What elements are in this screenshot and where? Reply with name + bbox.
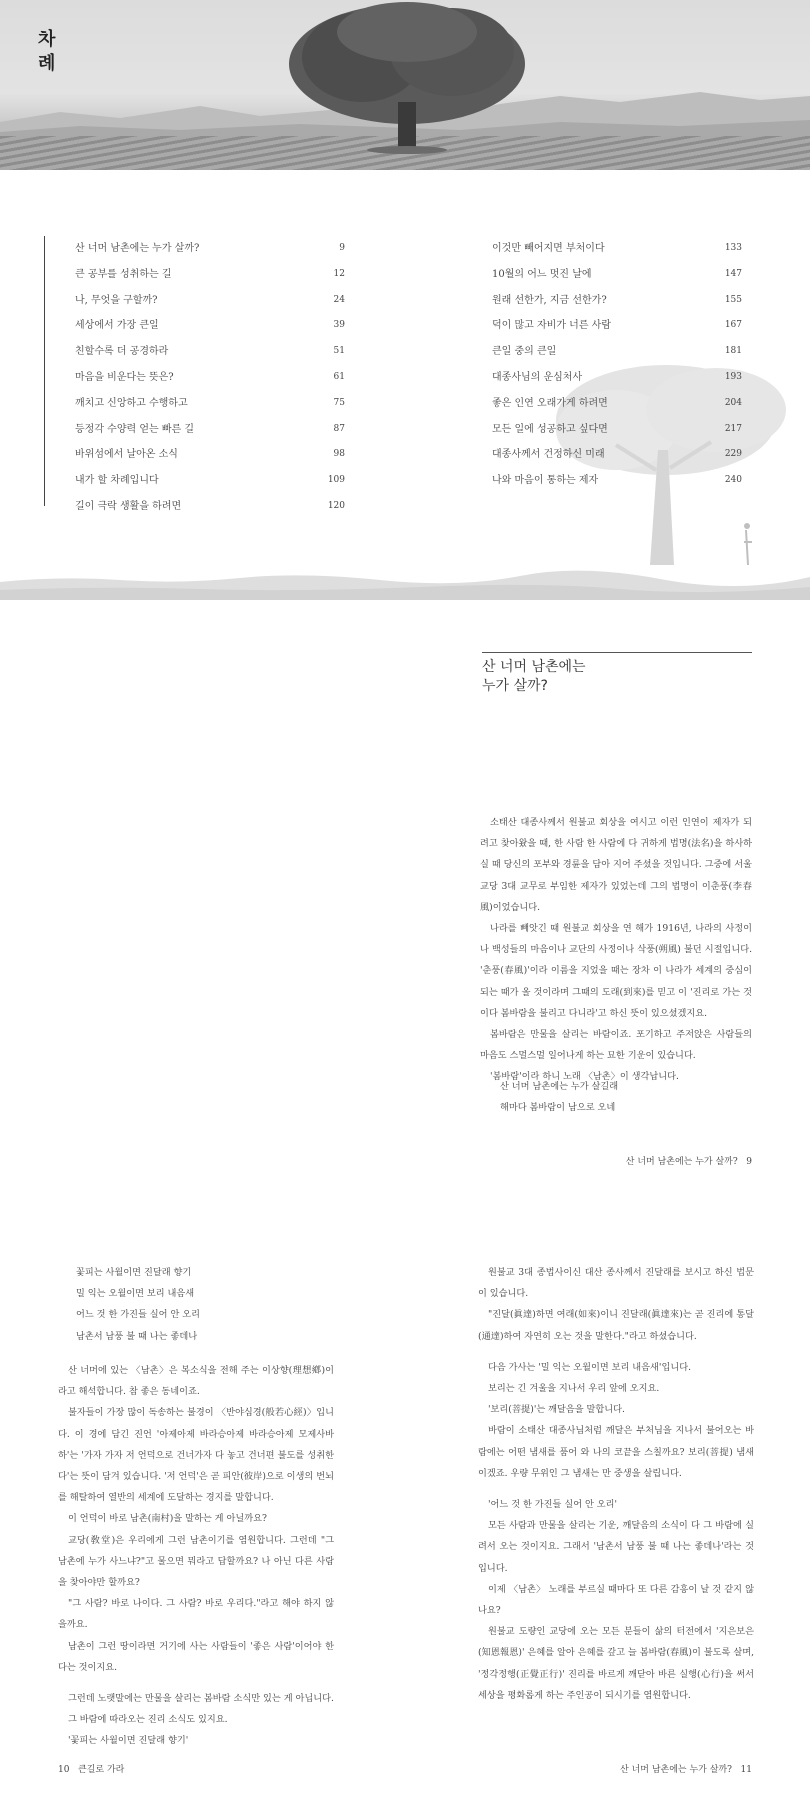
toc-item-title: 이것만 빼어지면 부처이다	[492, 243, 605, 254]
page-11-body	[478, 1262, 754, 1706]
chapter-body	[480, 812, 752, 1088]
grass-ground-strip	[0, 560, 810, 600]
toc-item[interactable]	[492, 391, 742, 417]
toc-item-title: 친할수록 더 공경하라	[75, 346, 169, 358]
song-verse	[76, 1262, 356, 1347]
toc-item-title: 깨치고 신앙하고 수행하고	[75, 397, 188, 409]
toc-item-page: 204	[724, 397, 742, 408]
toc-item[interactable]	[492, 417, 742, 443]
toc-item-title: 세상에서 가장 큰일	[75, 320, 159, 332]
verse-line: 남촌서 남풍 불 때 나는 좋데나	[76, 1330, 198, 1342]
toc-item-page: 12	[333, 268, 345, 279]
toc-item[interactable]	[492, 288, 742, 314]
toc-item[interactable]	[492, 313, 742, 339]
toc-right-column	[492, 236, 742, 494]
paragraph: 원불교 3대 종법사이신 대산 종사께서 진달래를 보시고 하신 법문이 있습니다.	[478, 1267, 754, 1300]
toc-item-page: 147	[724, 268, 742, 279]
toc-item[interactable]	[492, 262, 742, 288]
toc-item-page: 167	[724, 320, 742, 331]
page-10-body	[58, 1360, 334, 1752]
toc-item-page: 229	[724, 449, 742, 460]
toc-item-title: 나, 무엇을 구할까?	[75, 294, 158, 306]
toc-item-page: 87	[333, 423, 345, 434]
paragraph: 봄바람은 만물을 살리는 바람이죠. 포기하고 주저앉은 사람들의 마음도 스멀스멀 일어나게 하는 묘한 기운이 있습니다.	[480, 1029, 752, 1062]
verse-line: 산 너머 남촌에는 누가 살길래	[500, 1081, 619, 1092]
paragraph: 교당(敎堂)은 우리에게 그런 남촌이기를 염원합니다. 그런데 "그 남촌에 누가 사느냐?"고 물으면 뭐라고 답할까요? 나 아닌 다른 사람을 찾아야만 할까요?	[58, 1534, 334, 1589]
toc-item-title: 나와 마음이 통하는 제자	[492, 475, 599, 487]
toc-item[interactable]	[45, 417, 345, 443]
footer-page-number: 9	[746, 1157, 752, 1167]
chapter-title-line: 누가 살까?	[482, 678, 548, 694]
paragraph: "그 사람? 바로 나이다. 그 사람? 바로 우리다."라고 해야 하지 않을까요.	[58, 1598, 334, 1631]
toc-item-page: 24	[333, 294, 345, 305]
toc-item-page: 51	[333, 346, 345, 357]
toc-item-page: 120	[327, 500, 345, 511]
toc-item-title: 내가 할 차례입니다	[75, 475, 159, 487]
toc-item[interactable]	[45, 262, 345, 288]
toc-item[interactable]	[45, 365, 345, 391]
footer-title: 큰길로 가라	[78, 1765, 125, 1775]
toc-item[interactable]	[45, 236, 345, 262]
toc-item-title: 산 너머 남촌에는 누가 살까?	[75, 243, 200, 254]
paragraph: 모든 사람과 만물을 살리는 기운, 깨달음의 소식이 다 그 바람에 실려서 오는 것이지요. 그래서 '남촌서 남풍 불 때 나는 좋데나'라는 것입니다.	[478, 1520, 754, 1574]
toc-item-title: 덕이 많고 자비가 너른 사람	[492, 320, 611, 332]
chapter-title-line: 산 너머 남촌에는	[482, 659, 586, 675]
paragraph: '보리(菩提)'는 깨달음을 말합니다.	[488, 1404, 625, 1416]
page-footer	[58, 1764, 258, 1776]
footer-page-number: 10	[58, 1765, 70, 1775]
toc-item-page: 98	[333, 449, 345, 460]
toc-item[interactable]	[492, 236, 742, 262]
toc-item[interactable]	[492, 365, 742, 391]
toc-item-title: 큰 공부를 성취하는 길	[75, 268, 172, 280]
paragraph: 소태산 대종사께서 원불교 회상을 여시고 이런 인연이 제자가 되려고 찾아왔을 때, 한 사람 한 사람에 다 귀하게 법명(法名)을 하사하실 때 당신의 포부와 경륜을 담아 지어 주셨을 것입니다. 그중에 서울교당 3대 교무로 부임한 제자가 있었는데 그의 법명이 이춘풍(李春風)이었습니다.	[480, 817, 752, 913]
toc-item-page: 133	[724, 243, 742, 253]
paragraph: '봄바람'이라 하니 노래 〈남촌〉이 생각납니다.	[490, 1071, 679, 1083]
toc-item-title: 바위섬에서 날아온 소식	[75, 449, 178, 461]
header-landscape-photo	[0, 0, 810, 170]
toc-item[interactable]	[45, 468, 345, 494]
big-tree-image	[282, 2, 532, 162]
toc-heading: 차례	[38, 29, 56, 74]
toc-item-title: 모든 일에 성공하고 싶다면	[492, 423, 608, 435]
paragraph: 남촌이 그런 땅이라면 거기에 사는 사람들이 '좋은 사람'이어야 한다는 것이지요.	[58, 1640, 334, 1673]
toc-item-page: 217	[724, 423, 742, 434]
page-footer	[560, 1156, 752, 1168]
paragraph: 원불교 도량인 교당에 오는 모든 분들이 삶의 터전에서 '지은보은(知恩報恩)' 은혜를 알아 은혜를 갚고 늘 봄바람(春風)이 불도록 살며, '정각정행(正覺正行)' 진리를 바르게 깨닫아 바른 실행(心行)을 써서 세상을 평화롭게 하는 주인공이 되시기를 염원합니다.	[478, 1626, 754, 1701]
paragraph: 바람이 소태산 대종사님처럼 깨달은 부처님을 지나서 불어오는 바람에는 어떤 냄새를 품어 와 나의 코끝을 스칠까요? 보리(菩提) 냄새이겠죠. 우량 무위인 그 냄새는 만 중생을 살립니다.	[478, 1425, 754, 1479]
toc-left-column	[44, 236, 345, 512]
chapter-title-rule	[482, 652, 752, 653]
paragraph: 이제 〈남촌〉 노래를 부르실 때마다 또 다른 감흥이 날 것 같지 않나요?	[478, 1583, 754, 1617]
paragraph: '꽃피는 사월이면 진달래 향기'	[68, 1735, 189, 1747]
paragraph: '어느 것 한 가진들 실어 안 오리'	[488, 1499, 618, 1511]
paragraph: 나라를 빼앗긴 때 원불교 회상을 연 해가 1916년, 나라의 사정이나 백성들의 마음이나 교단의 사정이나 삭풍(朔風) 불던 시절입니다. '춘풍(春風)'이라 이름을 지었을 때는 장차 이 나라가 세계의 중심이 되는 때가 올 것이라며 그때의 도래(到來)를 믿고 이 '진리로 가는 것이다 봄바람을 불리고 다니라'고 하신 뜻이 있으셨겠지요.	[480, 923, 752, 1019]
toc-item-page: 9	[339, 243, 345, 253]
paragraph: 불자들이 가장 많이 독송하는 불경이 〈반야심경(般若心經)〉입니다. 이 경에 담긴 진언 '아제아제 바라승아제 바라승아제 모제사바하'는 '가자 가자 저 언덕으로 건너가자 다 놓고 건너편 불도를 성취한다'는 뜻이 담겨 있습니다. '저 언덕'은 곧 피안(彼岸)으로 이생의 번뇌를 해탈하여 열반의 세계에 도달하는 경지를 말합니다.	[58, 1407, 334, 1504]
toc-item-title: 등정각 수양력 얻는 빠른 길	[75, 423, 194, 435]
toc-item-page: 39	[333, 320, 345, 331]
toc-item[interactable]	[492, 339, 742, 365]
toc-item[interactable]	[492, 468, 742, 494]
toc-item-title: 10월의 어느 멋진 날에	[492, 268, 592, 280]
toc-item-title: 대종사님의 운심처사	[492, 371, 583, 383]
paragraph: 그 바람에 따라오는 진리 소식도 있지요.	[68, 1714, 228, 1726]
toc-item-page: 61	[333, 371, 345, 382]
toc-item[interactable]	[45, 339, 345, 365]
chapter-title	[482, 658, 752, 696]
toc-item-page: 109	[327, 475, 345, 486]
toc-item-title: 마음을 비운다는 뜻은?	[75, 371, 174, 383]
song-verse	[500, 1076, 740, 1118]
toc-item-title: 큰일 중의 큰일	[492, 346, 557, 358]
paragraph: 이 언덕이 바로 남촌(南村)을 말하는 게 아닐까요?	[68, 1513, 267, 1525]
toc-item[interactable]	[45, 313, 345, 339]
paragraph: 보리는 긴 겨울을 지나서 우리 앞에 오지요.	[488, 1383, 660, 1395]
paragraph: 다음 가사는 '밀 익는 오월이면 보리 내음새'입니다.	[488, 1361, 691, 1373]
toc-item-page: 155	[724, 294, 742, 305]
toc-item[interactable]	[492, 442, 742, 468]
page-footer	[540, 1764, 752, 1776]
toc-item-title: 대종사께서 건정하신 미래	[492, 449, 605, 461]
verse-line: 밀 익는 오월이면 보리 내음새	[76, 1288, 195, 1300]
paragraph: 그런데 노랫말에는 만물을 살리는 봄바람 소식만 있는 게 아닙니다.	[68, 1693, 334, 1705]
verse-line: 해마다 봄바람이 남으로 오네	[500, 1102, 616, 1114]
toc-item-page: 75	[333, 397, 345, 408]
toc-item-page: 240	[724, 475, 742, 486]
verse-line: 꽃피는 사월이면 진달래 향기	[76, 1267, 192, 1278]
toc-item-title: 길이 극락 생활을 하려면	[75, 500, 182, 512]
toc-item-title: 좋은 인연 오래가게 하려면	[492, 397, 608, 409]
toc-item[interactable]	[45, 442, 345, 468]
paragraph: 산 너머에 있는 〈남촌〉은 복소식을 전해 주는 이상향(理想鄕)이라고 해석합니다. 참 좋은 동네이죠.	[58, 1365, 334, 1398]
toc-item[interactable]	[45, 391, 345, 417]
footer-page-number: 11	[740, 1765, 752, 1775]
toc-item-page: 193	[724, 371, 742, 382]
toc-item-page: 181	[724, 346, 742, 357]
verse-line: 어느 것 한 가진들 실어 안 오리	[76, 1309, 201, 1321]
footer-title: 산 너머 남촌에는 누가 살까?	[625, 1157, 738, 1167]
paragraph: "진달(眞達)하면 여래(如來)이니 진달래(眞達來)는 곧 진리에 통달(通達)하여 자연히 오는 것을 말한다."라고 하셨습니다.	[478, 1309, 754, 1342]
toc-item-title: 원래 선한가, 지금 선한가?	[492, 294, 607, 306]
footer-title: 산 너머 남촌에는 누가 살까?	[620, 1765, 732, 1775]
toc-item[interactable]	[45, 288, 345, 314]
toc-item[interactable]	[45, 494, 345, 520]
